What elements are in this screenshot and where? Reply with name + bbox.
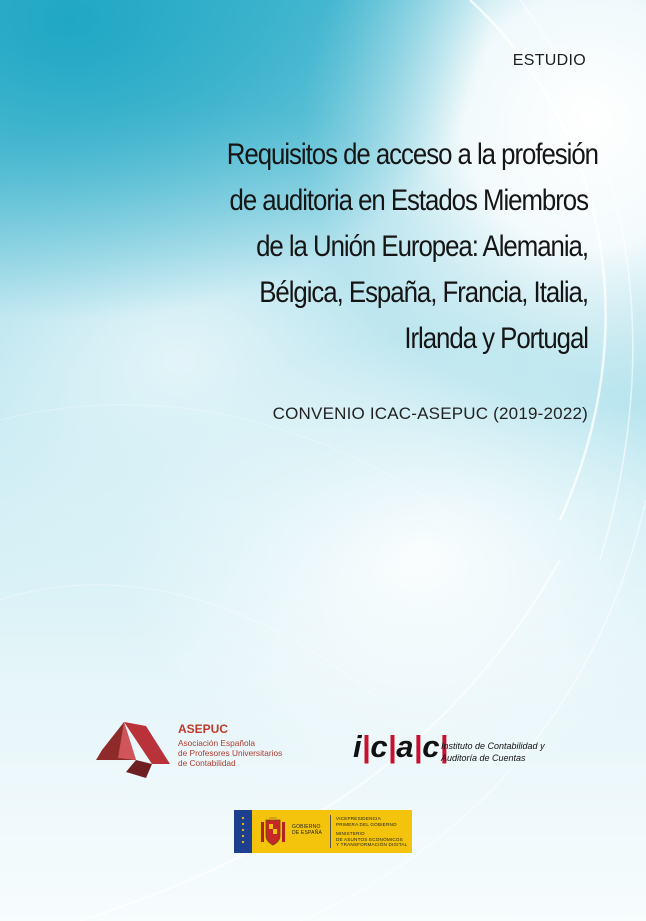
title-line: de la Unión Europea: Alemania, [256, 230, 588, 263]
document-title [226, 132, 598, 362]
document-subtitle: CONVENIO ICAC-ASEPUC (2019-2022) [272, 404, 588, 423]
asepuc-logo [96, 718, 306, 778]
eu-flag-icon [234, 810, 252, 853]
title-line: de auditoria en Estados Miembros [229, 184, 589, 217]
ministerio-label: VICEPRESIDENCIA PRIMERA DEL GOBIERNO MINISTERIO DE ASUNTOS ECONÓMICOS Y TRANSFORMACIÓN DIGITAL [336, 816, 408, 848]
section-label: ESTUDIO [512, 52, 586, 69]
title-line: Irlanda y Portugal [404, 322, 588, 355]
gobierno-label: GOBIERNO DE ESPAÑA [292, 824, 323, 836]
asepuc-name: ASEPUC [178, 722, 229, 736]
gobierno-divider [330, 815, 331, 848]
gobierno-panel [252, 810, 412, 853]
title-line: Bélgica, España, Francia, Italia, [259, 276, 588, 309]
asepuc-emblem-icon [96, 720, 172, 778]
asepuc-description: Asociación Española de Profesores Universitarios de Contabilidad [178, 738, 283, 768]
title-line: Requisitos de acceso a la profesión [226, 138, 598, 171]
coat-of-arms-icon [260, 816, 286, 847]
icac-wordmark: i|c|a|c| [353, 729, 449, 764]
icac-logo [353, 730, 573, 770]
icac-description: Instituto de Contabilidad y Auditoría de Cuentas [441, 741, 545, 763]
gobierno-logo [234, 810, 412, 853]
